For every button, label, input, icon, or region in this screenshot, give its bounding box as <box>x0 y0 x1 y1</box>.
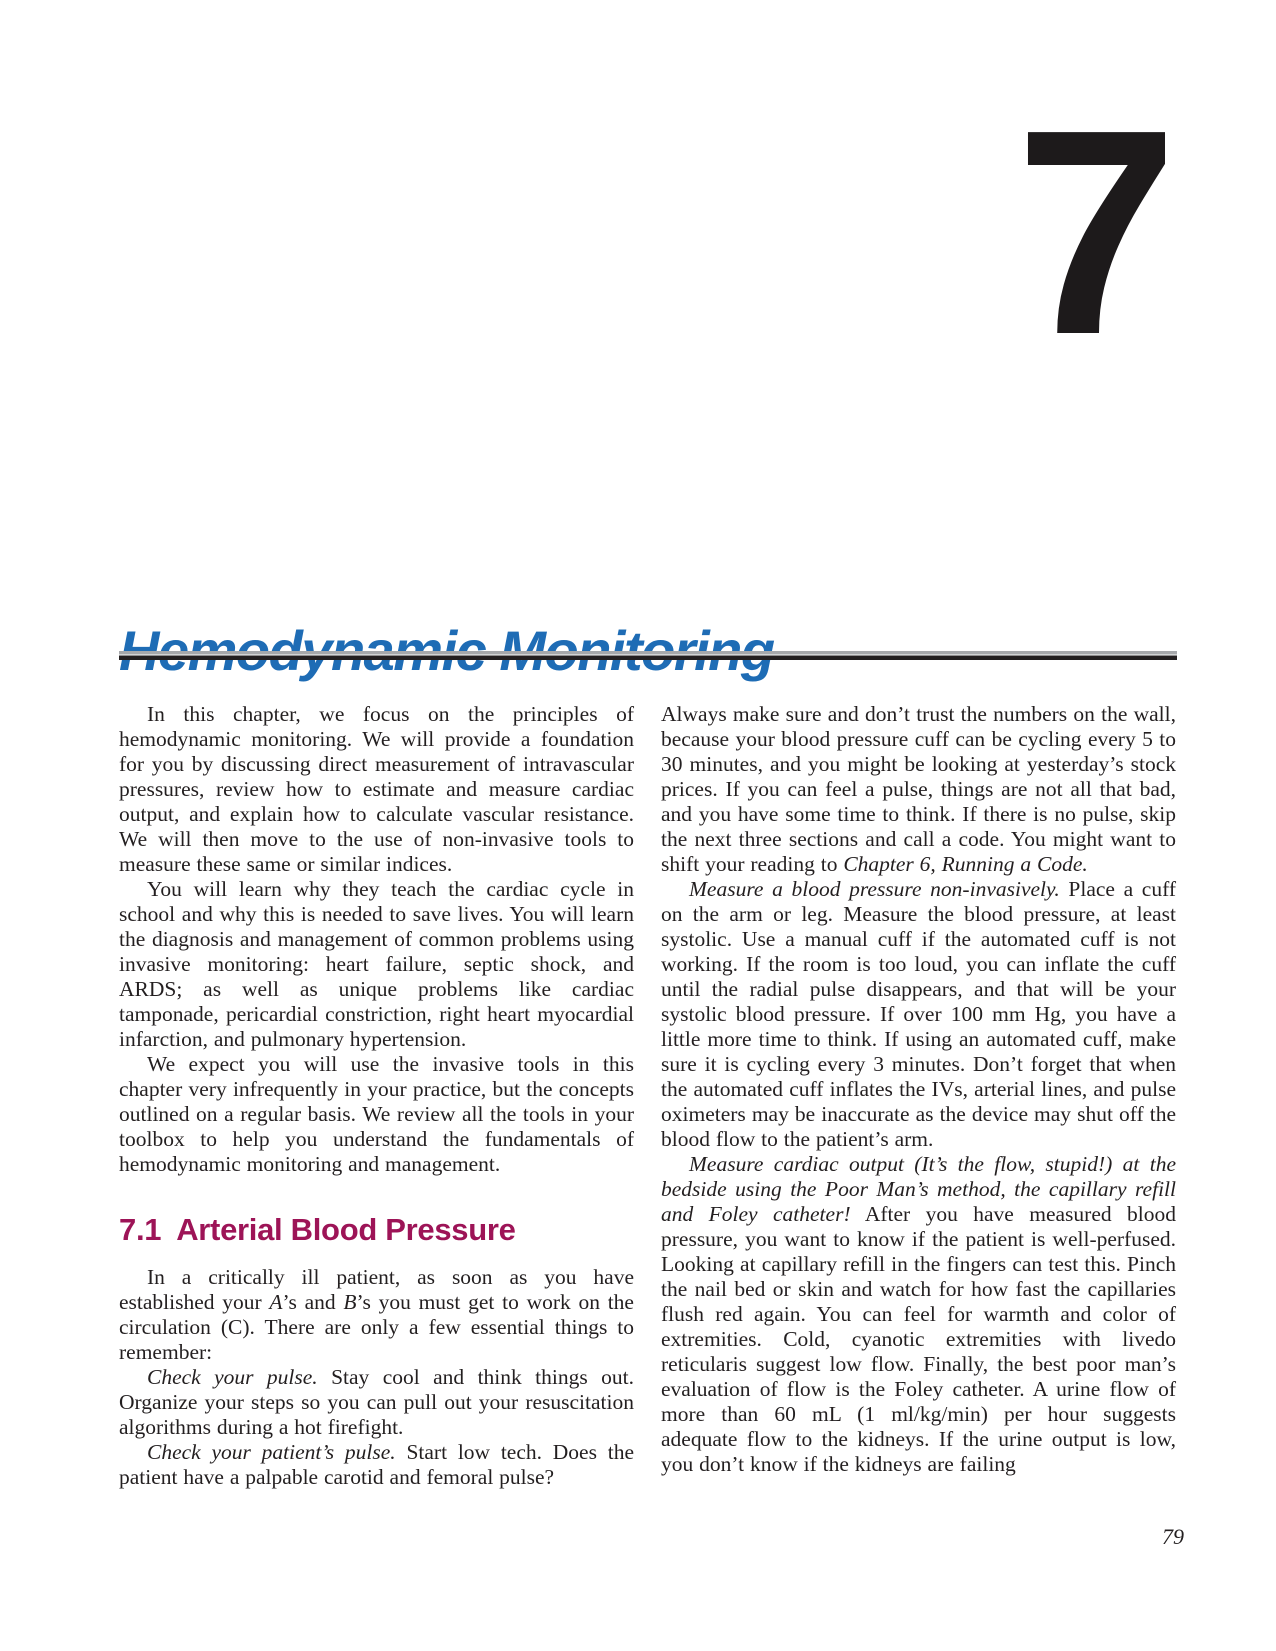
text-run: In a critically ill patient, as soon as you have established your <box>119 1265 634 1315</box>
title-rule-divider <box>119 651 1177 660</box>
italic-text-run: A <box>269 1290 283 1315</box>
text-run: You will learn why they teach the cardiac cycle in school and why this is needed to save lives. You will learn the diagnosis and management of common problems using invasive monitoring: heart failure, septic shock, and ARDS; as well as unique problems like cardiac tamponade, pericardial constriction, right heart myocardial infarction, and pulmonary hypertension. <box>119 877 634 1051</box>
section-number: 7.1 <box>119 1212 162 1247</box>
italic-text-run: Measure cardiac output (It’s the flow, stupid!) at the bedside using the Poor Man’s method, the capillary refill and Foley catheter! <box>661 1152 1176 1226</box>
paragraph <box>119 1365 634 1440</box>
italic-text-run: Check your pulse. <box>147 1365 318 1390</box>
body-text-columns <box>119 702 1177 1490</box>
text-run: Always make sure and don’t trust the numbers on the wall, because your blood pressure cuff can be cycling every 5 to 30 minutes, and you might be looking at yesterday’s stock prices. If you can feel a pulse, things are not all that bad, and you have some time to think. If there is no pulse, skip the next three sections and call a code. You might want to shift your reading to <box>661 702 1176 876</box>
text-column-left <box>119 702 634 1490</box>
paragraph <box>119 1265 634 1365</box>
text-run: ’s and <box>282 1290 344 1315</box>
text-column-right <box>661 702 1176 1490</box>
paragraph <box>119 1440 634 1490</box>
paragraph <box>119 877 634 1052</box>
italic-text-run: Chapter 6, Running a Code. <box>843 852 1088 876</box>
italic-text-run: Measure a blood pressure non-invasively. <box>689 877 1060 901</box>
text-run: ’s you must get to work on the circulation (C). There are only a few essential things to remember: <box>119 1290 634 1365</box>
paragraph <box>661 702 1176 877</box>
section-heading <box>119 1213 634 1247</box>
paragraph <box>119 1052 634 1177</box>
text-run: Stay cool and think things out. Organize your steps so you can pull out your resuscitation algorithms during a hot firefight. <box>119 1365 634 1440</box>
page-number: 79 <box>1162 1524 1184 1549</box>
section-title: Arterial Blood Pressure <box>176 1212 516 1247</box>
text-run: We expect you will use the invasive tools in this chapter very infrequently in your practice, but the concepts outlined on a regular basis. We review all the tools in your toolbox to help you understand the fundamentals of hemodynamic monitoring and management. <box>119 1052 634 1176</box>
text-run: In this chapter, we focus on the principles of hemodynamic monitoring. We will provide a foundation for you by discussing direct measurement of intravascular pressures, review how to estimate and measure cardiac output, and explain how to calculate vascular resistance. We will then move to the use of non-invasive tools to measure these same or similar indices. <box>119 702 634 876</box>
text-run: Place a cuff on the arm or leg. Measure the blood pressure, at least systolic. Use a manual cuff if the automated cuff is not working. If the room is too loud, you can inflate the cuff until the radial pulse disappears, and that will be your systolic blood pressure. If over 100 mm Hg, you have a little more time to think. If using an automated cuff, make sure it is cycling every 3 minutes. Don’t forget that when the automated cuff inflates the IVs, arterial lines, and pulse oximeters may be inaccurate as the device may shut off the blood flow to the patient’s arm. <box>661 877 1177 1151</box>
paragraph <box>661 1152 1176 1477</box>
paragraph <box>119 702 634 877</box>
italic-text-run: B <box>343 1290 357 1315</box>
chapter-number: 7 <box>1015 69 1172 395</box>
text-run: After you have measured blood pressure, you want to know if the patient is well-perfused. Looking at capillary refill in the fingers can test this. Pinch the nail bed or skin and watch for how fast the capillaries flush red again. You can feel for warmth and color of extremities. Cold, cyanotic extremities with livedo reticularis suggest low flow. Finally, the best poor man’s evaluation of flow is the Foley catheter. A urine flow of more than 60 mL (1 ml/kg/min) per hour suggests adequate flow to the kidneys. If the urine output is low, you don’t know if the kidneys are failing <box>661 1202 1176 1476</box>
italic-text-run: Check your patient’s pulse. <box>147 1440 396 1465</box>
paragraph <box>661 877 1176 1152</box>
text-run: Start low tech. Does the patient have a palpable carotid and femoral pulse? <box>119 1440 635 1490</box>
